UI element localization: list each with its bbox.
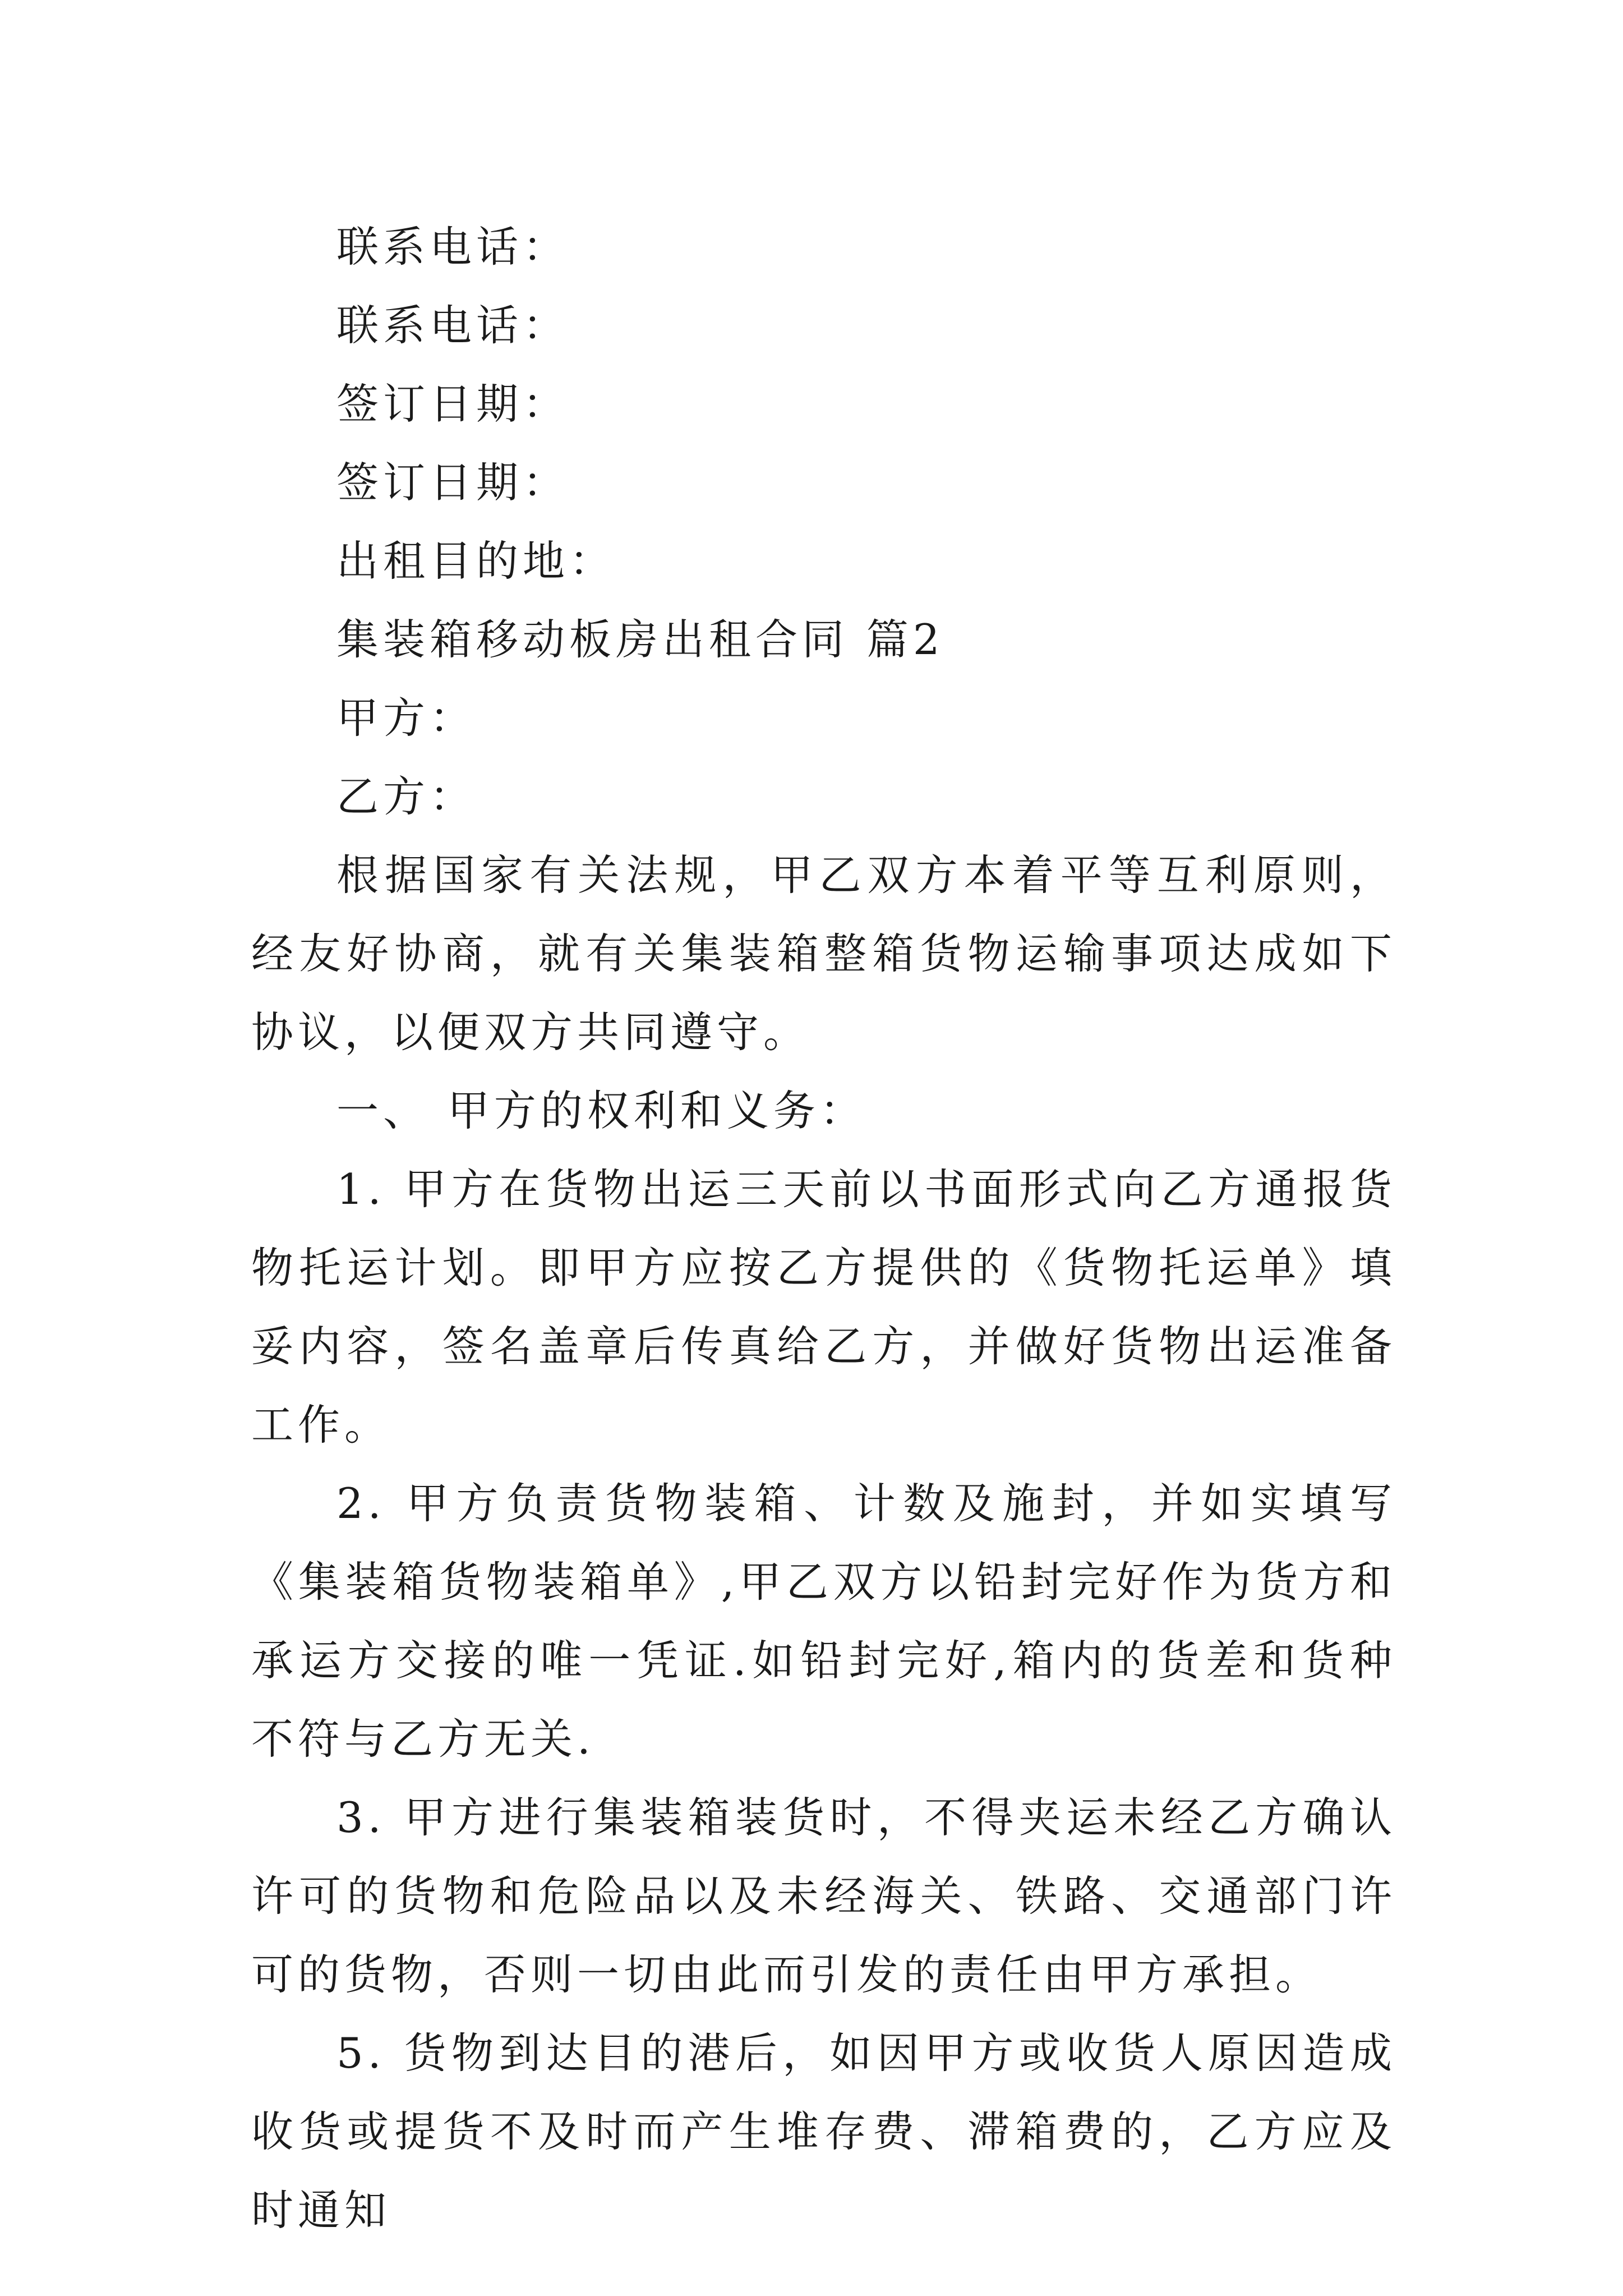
signing-date-line-1: 签订日期： <box>336 379 570 429</box>
intro-paragraph: 根据国家有关法规，甲乙双方本着平等互利原则，经友好协商，就有关集装箱整箱货物运输事项达成如下协议，以便双方共同遵守。 <box>251 850 1396 1057</box>
clause-2: 2. 甲方负责货物装箱、计数及施封，并如实填写《集装箱货物装箱单》,甲乙双方以铅封完好作为货方和承运方交接的唯一凭证.如铅封完好,箱内的货差和货种不符与乙方无关. <box>251 1479 1396 1764</box>
signing-date-line-2: 签订日期： <box>336 458 570 507</box>
clause-1: 1. 甲方在货物出运三天前以书面形式向乙方通报货物托运计划。即甲方应按乙方提供的《货物托运单》填妥内容，签名盖章后传真给乙方，并做好货物出运准备工作。 <box>251 1165 1396 1450</box>
clause-3: 3. 甲方进行集装箱装货时，不得夹运未经乙方确认许可的货物和危险品以及未经海关、铁路、交通部门许可的货物，否则一切由此而引发的责任由甲方承担。 <box>251 1793 1396 1999</box>
document-body <box>251 208 1396 2249</box>
party-b-line: 乙方： <box>336 772 477 821</box>
contact-phone-line-2: 联系电话： <box>336 301 570 350</box>
section-title: 集装箱移动板房出租合同 篇2 <box>336 615 944 664</box>
rental-destination-line: 出租目的地： <box>336 536 616 586</box>
contact-phone-line-1: 联系电话： <box>336 222 570 272</box>
clause-heading-party-a: 一、 甲方的权利和义务： <box>336 1086 866 1135</box>
clause-5: 5. 货物到达目的港后，如因甲方或收货人原因造成收货或提货不及时而产生堆存费、滞箱费的，乙方应及时通知 <box>251 2028 1396 2235</box>
party-a-line: 甲方： <box>336 693 477 743</box>
